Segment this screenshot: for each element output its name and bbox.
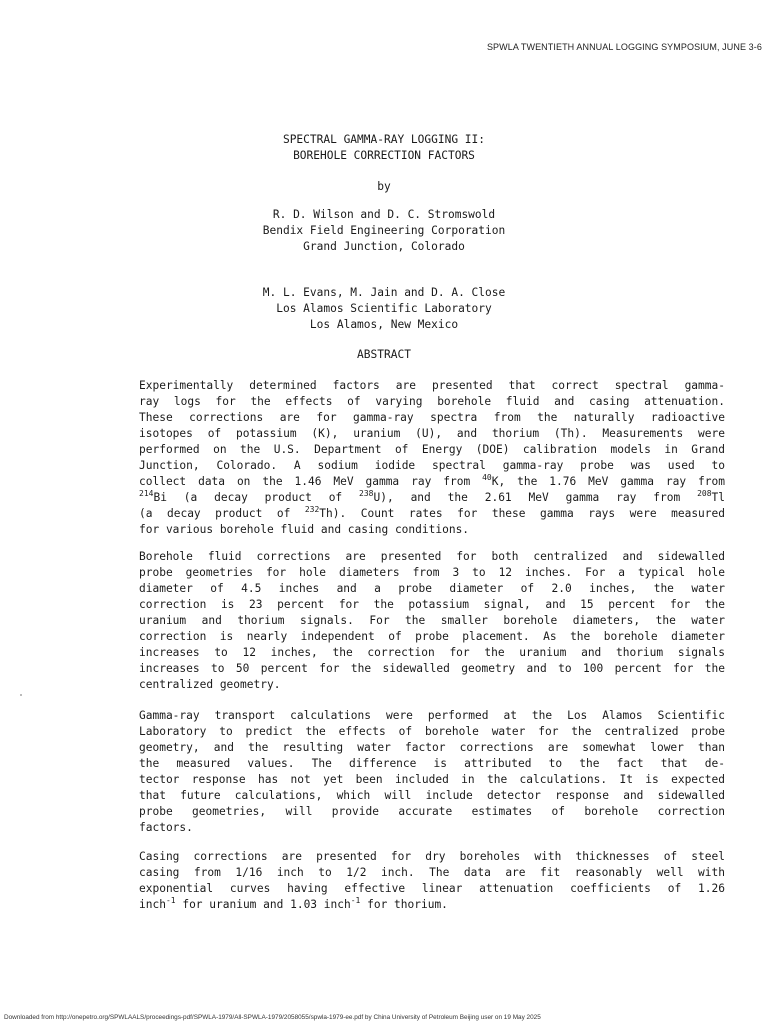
running-header: SPWLA TWENTIETH ANNUAL LOGGING SYMPOSIUM, JUNE 3-6	[486, 42, 762, 52]
text-line: tector response has not yet been included in the calculations. It is expected	[139, 773, 725, 786]
text-line: (a decay product of $^{232}$Th). Count rates for these gamma rays were measured	[139, 505, 725, 520]
author-names-1: R. D. Wilson and D. C. Stromswold	[272, 208, 496, 221]
scan-speck	[20, 694, 22, 696]
text-line: These corrections are for gamma-ray spectra from the naturally radioactive	[139, 411, 725, 424]
paper-title	[0, 132, 768, 164]
text-line: ray logs for the effects of varying borehole fluid and casing attenuation.	[139, 395, 725, 408]
text-line: diameter of 4.5 inches and a probe diameter of 2.0 inches, the water	[139, 582, 725, 595]
isotope-superscript: 40	[482, 473, 492, 482]
exponent-superscript: -1	[350, 896, 361, 905]
title-line-2: BOREHOLE CORRECTION FACTORS	[293, 149, 475, 162]
text-line: Experimentally determined factors are presented that correct spectral gamma-	[139, 379, 725, 392]
author-group-1	[0, 207, 768, 255]
isotope-superscript: 214	[139, 489, 154, 498]
text-line: $^{214}$Bi (a decay product of $^{238}$U), and the 2.61 MeV gamma ray from $^{208}$Tl	[139, 489, 725, 504]
author-names-2: M. L. Evans, M. Jain and D. A. Close	[262, 286, 506, 299]
download-footer: Downloaded from http://onepetro.org/SPWLAALS/proceedings-pdf/SPWLA-1979/All-SPWLA-1979/2058055/spwla-1979-ee.pdf by China University of Petroleum Beijing user on 19 May 2025	[4, 1014, 541, 1021]
text-line: increases to 12 inches, the correction for the uranium and thorium signals	[139, 646, 725, 659]
text-line: that future calculations, which will include detector response and sidewalled	[139, 789, 725, 802]
abstract-paragraph-4	[139, 849, 725, 913]
abstract-paragraph-3	[139, 708, 725, 836]
text-line: Borehole fluid corrections are presented for both centralized and sidewalled	[139, 550, 725, 563]
text-line: Casing corrections are presented for dry boreholes with thicknesses of steel	[139, 850, 725, 863]
affiliation-1: Bendix Field Engineering Corporation	[262, 224, 506, 237]
abstract-heading-text: ABSTRACT	[357, 348, 411, 361]
text-line: increases to 50 percent for the sidewalled geometry and to 100 percent for the	[139, 662, 725, 675]
abstract-paragraph-2	[139, 549, 725, 693]
text-line: for various borehole fluid and casing conditions.	[139, 523, 470, 536]
location-2: Los Alamos, New Mexico	[309, 318, 459, 331]
text-line: probe geometries, will provide accurate estimates of borehole correction	[139, 805, 725, 818]
text-line: probe geometries for hole diameters from 3 to 12 inches. For a typical hole	[139, 566, 725, 579]
text-line: isotopes of potassium (K), uranium (U), and thorium (Th). Measurements were	[139, 427, 725, 440]
by-line	[0, 179, 768, 195]
by-text: by	[377, 180, 391, 193]
affiliation-2: Los Alamos Scientific Laboratory	[276, 302, 492, 315]
text-line: uranium and thorium signals. For the smaller borehole diameters, the water	[139, 614, 725, 627]
text-line: geometry, and the resulting water factor corrections are somewhat lower than	[139, 741, 725, 754]
text-line: performed on the U.S. Department of Energy (DOE) calibration models in Grand	[139, 443, 725, 456]
text-line: casing from 1/16 inch to 1/2 inch. The data are fit reasonably well with	[139, 866, 725, 879]
text-line: Gamma-ray transport calculations were performed at the Los Alamos Scientific	[139, 709, 725, 722]
author-group-2	[0, 285, 768, 333]
text-line: collect data on the 1.46 MeV gamma ray from $^{40}$K, the 1.76 MeV gamma ray from	[139, 473, 725, 488]
text-line: the measured values. The difference is attributed to the fact that de-	[139, 757, 725, 770]
isotope-superscript: 232	[304, 505, 320, 514]
text-line: correction is nearly independent of probe placement. As the borehole diameter	[139, 630, 725, 643]
text-line: inch$^{-1}$ for uranium and 1.03 inch$^{-1}$ for thorium.	[139, 896, 448, 911]
abstract-paragraph-1	[139, 378, 725, 538]
text-line: centralized geometry.	[139, 678, 281, 691]
text-line: factors.	[139, 821, 193, 834]
text-line: Junction, Colorado. A sodium iodide spectral gamma-ray probe was used to	[139, 459, 725, 472]
title-line-1: SPECTRAL GAMMA-RAY LOGGING II:	[282, 133, 486, 146]
isotope-superscript: 208	[697, 489, 712, 498]
isotope-superscript: 238	[359, 489, 374, 498]
text-line: correction is 23 percent for the potassium signal, and 15 percent for the	[139, 598, 725, 611]
exponent-superscript: -1	[165, 896, 176, 905]
location-1: Grand Junction, Colorado	[303, 240, 465, 253]
text-line: Laboratory to predict the effects of borehole water for the centralized probe	[139, 725, 725, 738]
abstract-heading	[0, 347, 768, 363]
text-line: exponential curves having effective linear attenuation coefficients of 1.26	[139, 882, 725, 895]
